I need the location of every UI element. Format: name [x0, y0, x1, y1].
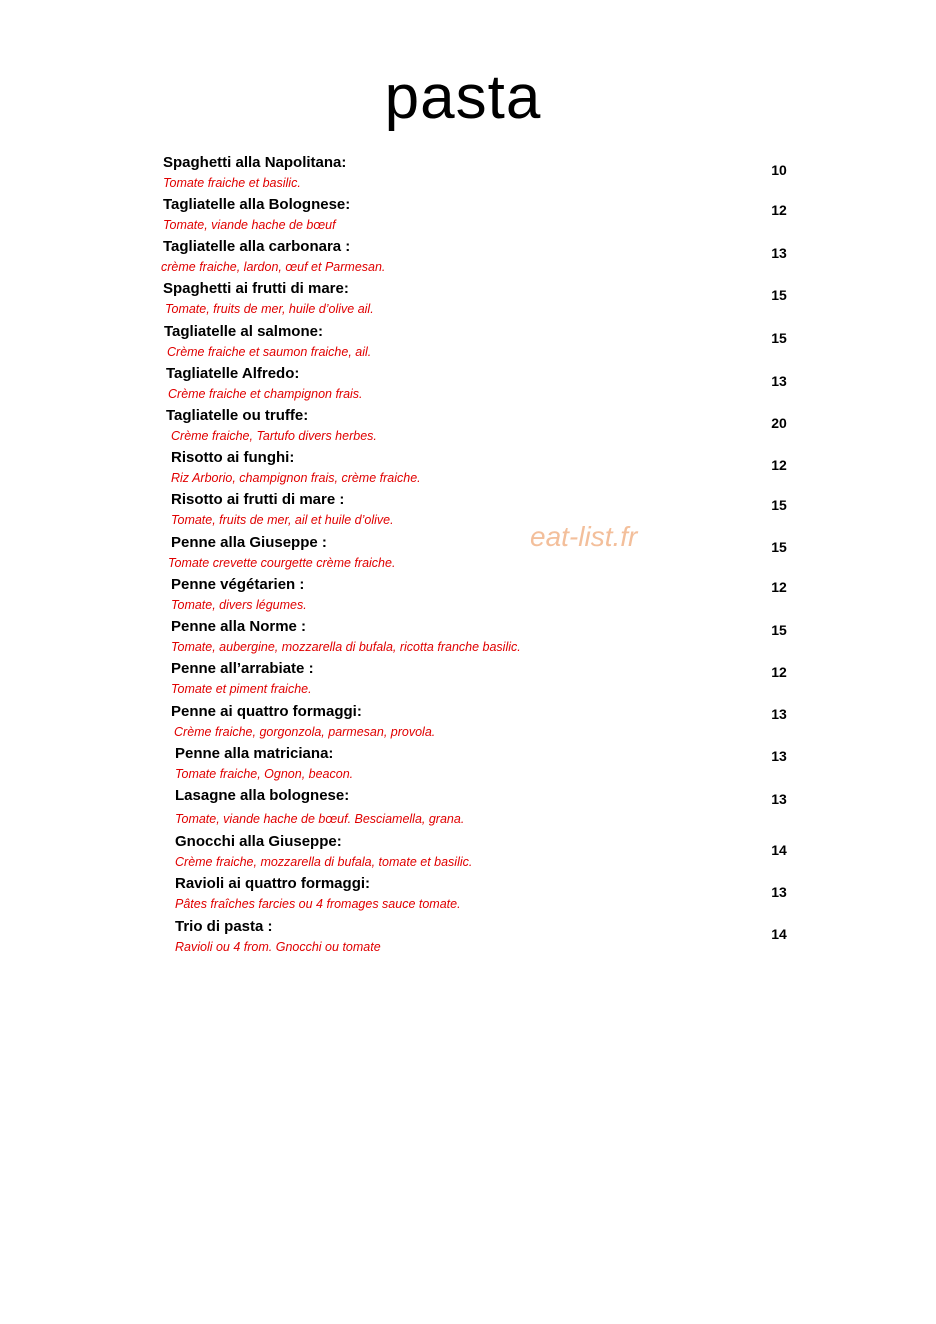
dish-name: Gnocchi alla Giuseppe:: [175, 833, 342, 850]
page-title: pasta: [384, 63, 542, 132]
dish-price: 14: [771, 926, 787, 942]
dish-description: Crème fraiche et champignon frais.: [168, 387, 363, 401]
dish-name: Penne alla matriciana:: [175, 745, 334, 762]
dish-price: 13: [771, 373, 787, 389]
dish-price: 14: [771, 842, 787, 858]
dish-name: Ravioli ai quattro formaggi:: [175, 875, 371, 892]
dish-name: Spaghetti ai frutti di mare:: [163, 280, 349, 297]
watermark: eat-list.fr: [530, 521, 638, 552]
dish-description: Ravioli ou 4 from. Gnocchi ou tomate: [175, 940, 381, 954]
dish-price: 10: [771, 162, 787, 178]
dish-name: Tagliatelle al salmone:: [164, 323, 323, 340]
dish-description: Tomate fraiche, Ognon, beacon.: [175, 767, 354, 781]
dish-price: 15: [771, 622, 787, 638]
dish-name: Trio di pasta :: [175, 918, 273, 935]
dish-description: Tomate, viande hache de bœuf: [163, 218, 336, 232]
dish-description: Tomate fraiche et basilic.: [163, 176, 301, 190]
dish-name: Risotto ai funghi:: [171, 449, 295, 466]
dish-price: 20: [771, 415, 787, 431]
dish-description: Crème fraiche et saumon fraiche, ail.: [167, 345, 372, 359]
dish-description: Riz Arborio, champignon frais, crème fraiche.: [171, 471, 421, 485]
dish-description: Tomate, fruits de mer, ail et huile d’olive.: [171, 513, 394, 527]
dish-price: 15: [771, 287, 787, 303]
dish-name: Risotto ai frutti di mare :: [171, 491, 345, 508]
dish-price: 13: [771, 748, 787, 764]
dish-price: 12: [771, 579, 787, 595]
dish-name: Tagliatelle Alfredo:: [166, 365, 300, 382]
dish-description: Tomate, divers légumes.: [171, 598, 307, 612]
dish-price: 13: [771, 884, 787, 900]
dish-description: Pâtes fraîches farcies ou 4 fromages sauce tomate.: [175, 897, 461, 911]
dish-name: Tagliatelle alla Bolognese:: [163, 196, 351, 213]
dish-description: Crème fraiche, gorgonzola, parmesan, provola.: [174, 725, 436, 739]
dish-price: 13: [771, 791, 787, 807]
dish-name: Penne ai quattro formaggi:: [171, 703, 362, 720]
dish-price: 15: [771, 539, 787, 555]
dish-description: Crème fraiche, mozzarella di bufala, tomate et basilic.: [175, 855, 473, 869]
dish-description: Tomate crevette courgette crème fraiche.: [168, 556, 396, 570]
dish-description: Tomate et piment fraiche.: [171, 682, 312, 696]
dish-name: Penne alla Giuseppe :: [171, 534, 327, 551]
dish-description: crème fraiche, lardon, œuf et Parmesan.: [161, 260, 386, 274]
dish-name: Penne alla Norme :: [171, 618, 307, 635]
dish-price: 15: [771, 330, 787, 346]
dish-description: Crème fraiche, Tartufo divers herbes.: [171, 429, 377, 443]
dish-price: 15: [771, 497, 787, 513]
dish-price: 13: [771, 245, 787, 261]
dish-price: 12: [771, 202, 787, 218]
dish-name: Lasagne alla bolognese:: [175, 787, 350, 804]
dish-price: 12: [771, 457, 787, 473]
dish-name: Tagliatelle alla carbonara :: [163, 238, 351, 255]
dish-description: Tomate, fruits de mer, huile d’olive ail.: [165, 302, 374, 316]
dish-description: Tomate, aubergine, mozzarella di bufala, ricotta franche basilic.: [171, 640, 521, 654]
dish-description: Tomate, viande hache de bœuf. Besciamella, grana.: [175, 812, 465, 826]
dish-price: 12: [771, 664, 787, 680]
dish-price: 13: [771, 706, 787, 722]
dish-name: Penne végétarien :: [171, 576, 305, 593]
dish-name: Tagliatelle ou truffe:: [166, 407, 309, 424]
dish-name: Spaghetti alla Napolitana:: [163, 154, 347, 171]
dish-name: Penne all’arrabiate :: [171, 660, 314, 677]
